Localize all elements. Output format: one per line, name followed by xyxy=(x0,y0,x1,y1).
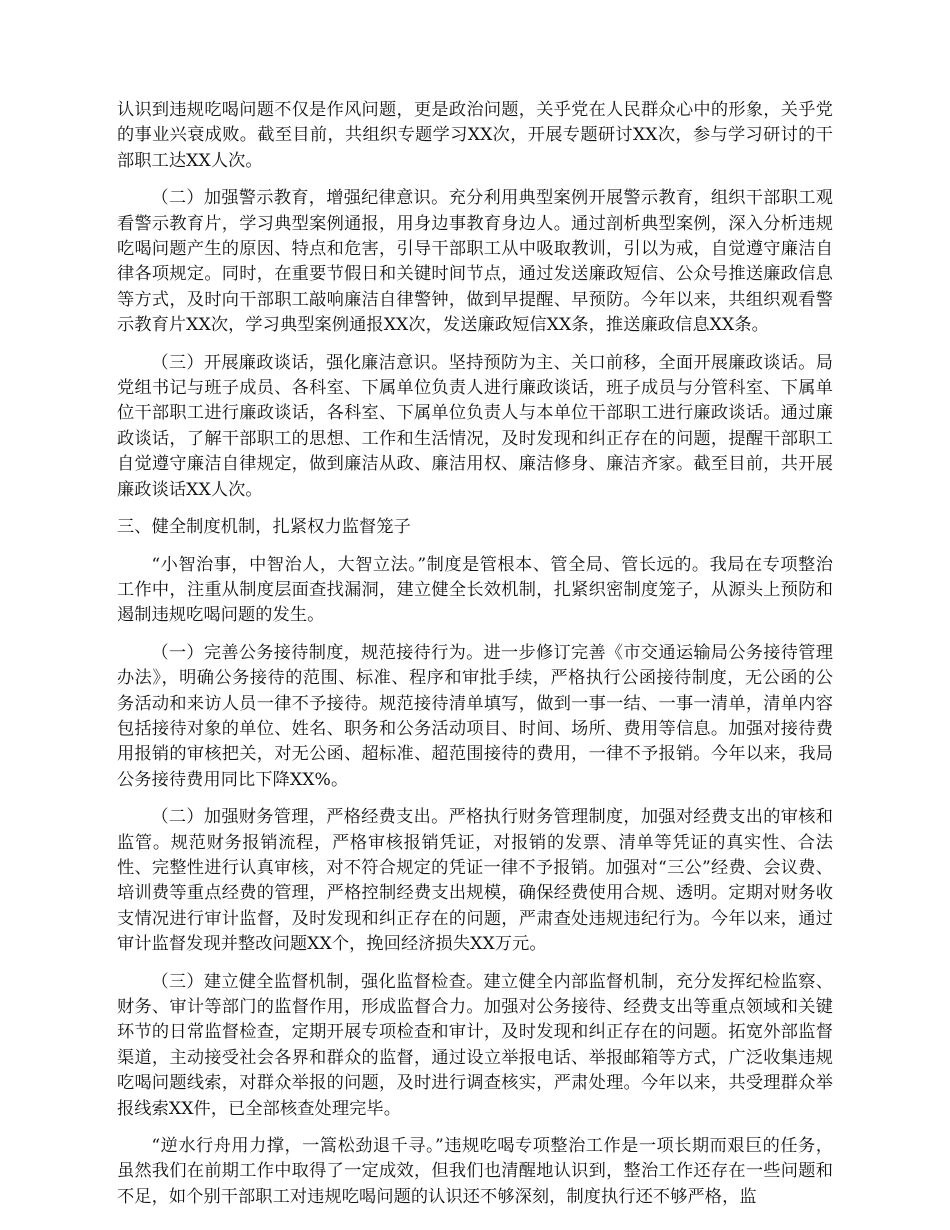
paragraph-section3-item2: （二）加强财务管理，严格经费支出。严格执行财务管理制度，加强对经费支出的审核和监管。规范财务报销流程，严格审核报销凭证，对报销的发票、清单等凭证的真实性、合法性、完整性进行认真审核，对不符合规定的凭证一律不予报销。加强对“三公”经费、会议费、培训费等重点经费的管理，严格控制经费支出规模，确保经费使用合规、透明。定期对财务收支情况进行审计监督，及时发现和纠正存在的问题，严肃查处违规违纪行为。今年以来，通过审计监督发现并整改问题XX个，挽回经济损失XX万元。 xyxy=(117,807,833,955)
heading-section3: 三、健全制度机制，扎紧权力监督笼子 xyxy=(117,517,411,538)
document-body xyxy=(117,98,833,1210)
paragraph-section3-intro: “小智治事，中智治人，大智立法。”制度是管根本、管全局、管长远的。我局在专项整治工作中，注重从制度层面查找漏洞，建立健全长效机制，扎紧织密制度笼子，从源头上预防和遏制违规吃喝问题的发生。 xyxy=(117,554,833,626)
paragraph-section2-item3: （三）开展廉政谈话，强化廉洁意识。坚持预防为主、关口前移，全面开展廉政谈话。局党组书记与班子成员、各科室、下属单位负责人进行廉政谈话，班子成员与分管科室、下属单位干部职工进行廉政谈话，各科室、下属单位负责人与本单位干部职工进行廉政谈话。通过廉政谈话，了解干部职工的思想、工作和生活情况，及时发现和纠正存在的问题，提醒干部职工自觉遵守廉洁自律规定，做到廉洁从政、廉洁用权、廉洁修身、廉洁齐家。截至目前，共开展廉政谈话XX人次。 xyxy=(117,352,833,500)
paragraph-section3-item1: （一）完善公务接待制度，规范接待行为。进一步修订完善《市交通运输局公务接待管理办法》，明确公务接待的范围、标准、程序和审批手续，严格执行公函接待制度，无公函的公务活动和来访人员一律不予接待。规范接待清单填写，做到一事一结、一事一清单，清单内容包括接待对象的单位、姓名、职务和公务活动项目、时间、场所、费用等信息。加强对接待费用报销的审核把关，对无公函、超标准、超范围接待的费用，一律不予报销。今年以来，我局公务接待费用同比下降XX%。 xyxy=(117,642,833,790)
paragraph-section3-item3: （三）建立健全监督机制，强化监督检查。建立健全内部监督机制，充分发挥纪检监察、财务、审计等部门的监督作用，形成监督合力。加强对公务接待、经费支出等重点领域和关键环节的日常监督检查，定期开展专项检查和审计，及时发现和纠正存在的问题。拓宽外部监督渠道，主动接受社会各界和群众的监督，通过设立举报电话、举报邮箱等方式，广泛收集违规吃喝问题线索，对群众举报的问题，及时进行调查核实，严肃处理。今年以来，共受理群众举报线索XX件，已全部核查处理完毕。 xyxy=(117,971,833,1119)
paragraph-continuation-awareness: 认识到违规吃喝问题不仅是作风问题，更是政治问题，关乎党在人民群众心中的形象，关乎党的事业兴衰成败。截至目前，共组织专题学习XX次，开展专题研讨XX次，参与学习研讨的干部职工达XX人次。 xyxy=(117,100,833,171)
paragraph-section2-item2: （二）加强警示教育，增强纪律意识。充分利用典型案例开展警示教育，组织干部职工观看警示教育片，学习典型案例通报，用身边事教育身边人。通过剖析典型案例，深入分析违规吃喝问题产生的原因、特点和危害，引导干部职工从中吸取教训，引以为戒，自觉遵守廉洁自律各项规定。同时，在重要节假日和关键时间节点，通过发送廉政短信、公众号推送廉政信息等方式，及时向干部职工敲响廉洁自律警钟，做到早提醒、早预防。今年以来，共组织观看警示教育片XX次，学习典型案例通报XX次，发送廉政短信XX条，推送廉政信息XX条。 xyxy=(117,188,833,336)
paragraph-closing-outlook: “逆水行舟用力撑，一篙松劲退千寻。”违规吃喝专项整治工作是一项长期而艰巨的任务，虽然我们在前期工作中取得了一定成效，但我们也清醒地认识到，整治工作还存在一些问题和不足，如个别干部职工对违规吃喝问题的认识还不够深刻，制度执行还不够严格，监 xyxy=(117,1136,833,1207)
